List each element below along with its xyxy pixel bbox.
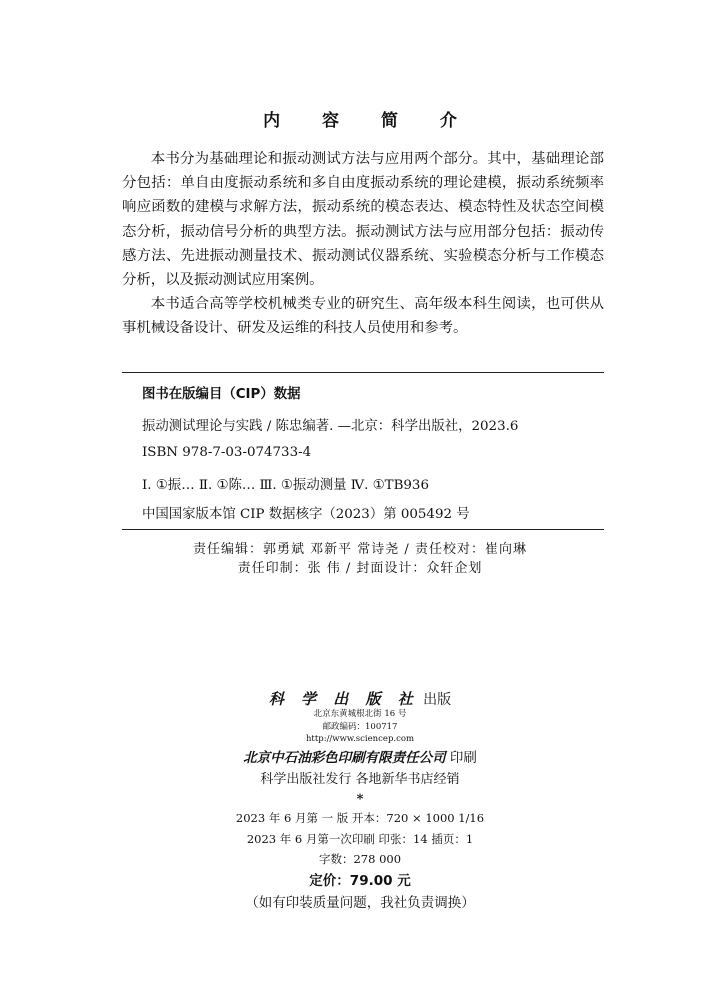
- printing-line: 2023 年 6 月第一次印刷 印张：14 插页：1: [246, 832, 474, 846]
- separator-star: *: [356, 792, 364, 807]
- cip-heading: 图书在版编目（CIP）数据: [142, 387, 301, 402]
- publisher-suffix: 出版: [423, 692, 452, 708]
- printer-line: [0, 746, 720, 766]
- edition-line: 2023 年 6 月第 一 版 开本：720 × 1000 1/16: [235, 811, 485, 825]
- printer-name: 北京中石油彩色印刷有限责任公司: [243, 750, 446, 766]
- publisher-name: 科 学 出 版 社: [268, 690, 419, 708]
- cip-bottom-rule: [122, 529, 604, 530]
- distribution-line: 科学出版社发行 各地新华书店经销: [260, 772, 460, 787]
- summary-paragraph-1: 本书分为基础理论和振动测试方法与应用两个部分。其中，基础理论部分包括：单自由度振动系统和多自由度振动系统的理论建模，振动系统频率响应函数的建模与求解方法，振动系统的模态表达、模态特性及状态空间模态分析，振动信号分析的典型方法。振动测试方法与应用部分包括：振动传感方法、先进振动测量技术、振动测试仪器系统、实验模态分析与工作模态分析，以及振动测试应用案例。: [122, 151, 604, 289]
- cip-title-line: 振动测试理论与实践 / 陈忠编著. —北京：科学出版社，2023.6: [142, 419, 519, 434]
- publisher-address: 北京东黄城根北街 16 号: [313, 709, 407, 719]
- publisher-url: http://www.sciencep.com: [305, 734, 415, 744]
- publisher-line: [0, 688, 720, 709]
- page-title: 内 容 简 介: [263, 111, 475, 131]
- cip-isbn: ISBN 978-7-03-074733-4: [142, 445, 312, 460]
- cip-record-number: 中国国家版本馆 CIP 数据核字（2023）第 005492 号: [142, 507, 470, 522]
- quality-note: （如有印装质量问题，我社负责调换）: [245, 895, 475, 911]
- summary-paragraph-2: 本书适合高等学校机械类专业的研究生、高年级本科生阅读，也可供从事机械设备设计、研发及运维的科技人员使用和参考。: [122, 296, 604, 337]
- price: 定价：79.00 元: [309, 873, 411, 889]
- printer-suffix: 印刷: [449, 750, 477, 766]
- word-count: 字数：278 000: [318, 852, 402, 866]
- content-summary: [122, 147, 604, 341]
- staff-line-1: 责任编辑：郭勇斌 邓新平 常诗尧 / 责任校对：崔向琳: [193, 542, 527, 557]
- cip-top-rule: [122, 372, 604, 373]
- publisher-postcode: 邮政编码：100717: [322, 722, 398, 732]
- cip-classification: Ⅰ. ①振… Ⅱ. ①陈… Ⅲ. ①振动测量 Ⅳ. ①TB936: [142, 478, 429, 493]
- staff-line-2: 责任印制：张 伟 / 封面设计：众轩企划: [237, 561, 483, 576]
